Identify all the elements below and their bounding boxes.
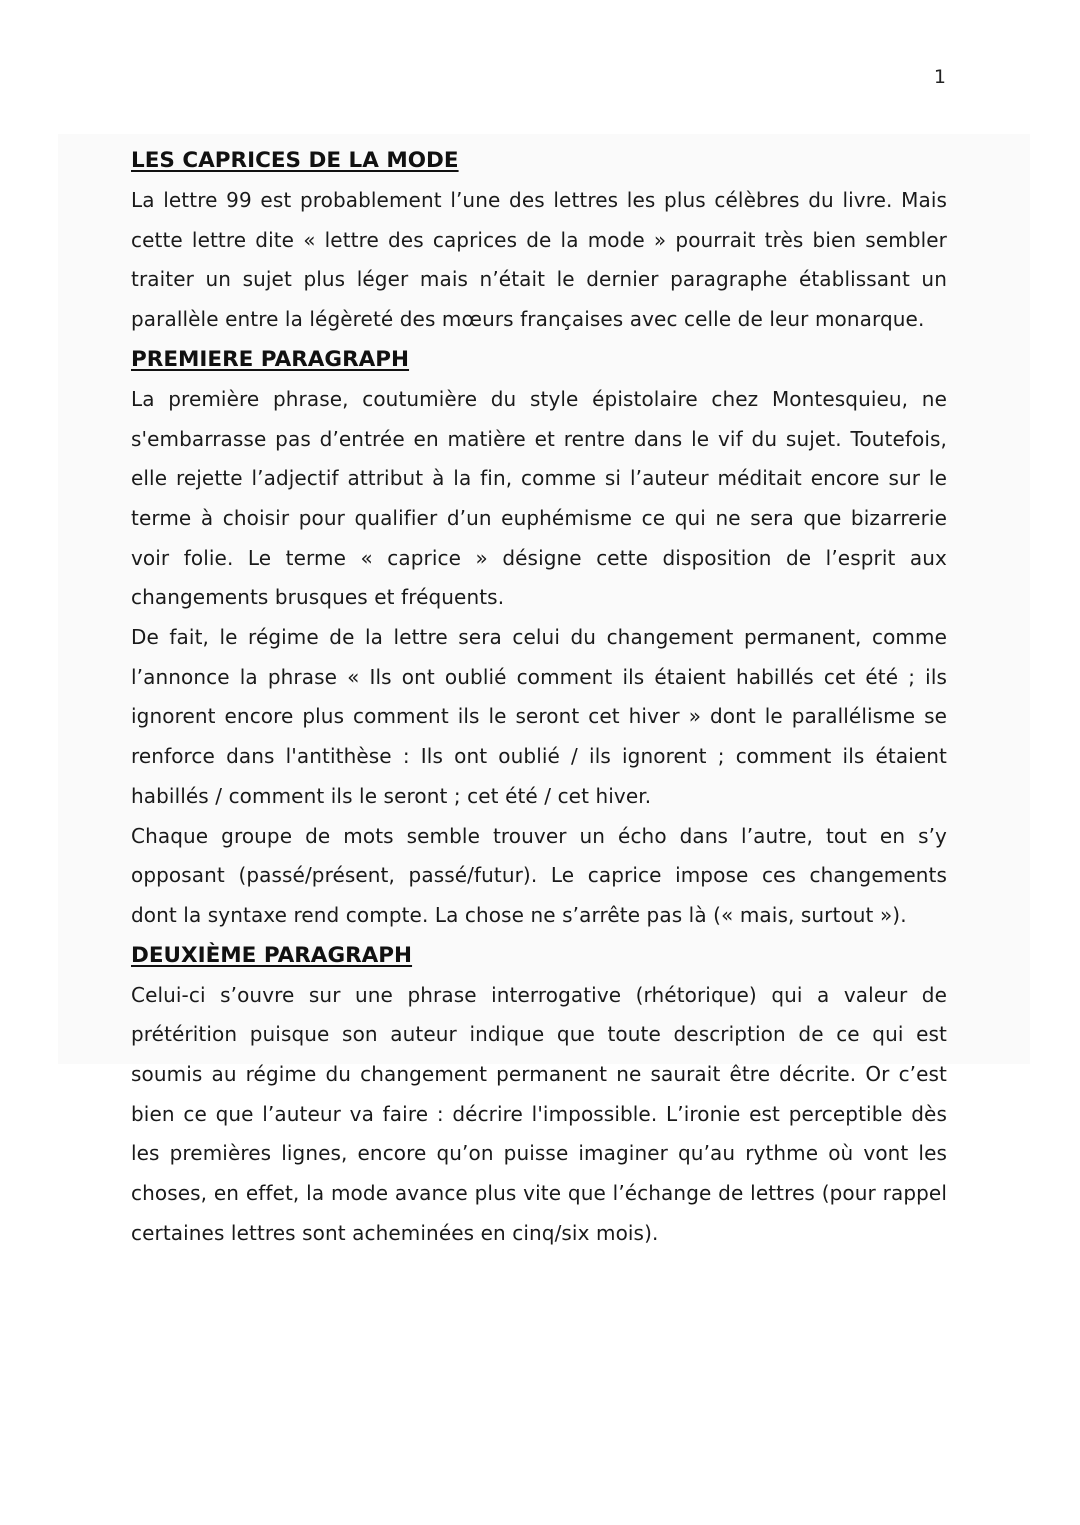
paragraph: La première phrase, coutumière du style épistolaire chez Montesquieu, ne s'embarrasse pas d’entrée en matière et rentre dans le vif du sujet. Toutefois, elle rejette l’adjectif attribut à la fin, comme si l’auteur méditait encore sur le terme à choisir pour qualifier d’un euphémisme ce qui ne sera que bizarrerie voir folie. Le terme « caprice » désigne cette disposition de l’esprit aux changements brusques et fréquents. [131,386,947,610]
section-heading: PREMIERE PARAGRAPH [131,346,410,372]
paragraph: La lettre 99 est probablement l’une des lettres les plus célèbres du livre. Mais cette lettre dite « lettre des caprices de la mode » pourrait très bien sembler traiter un sujet plus léger mais n’était le dernier paragraphe établissant un parallèle entre la légèreté des mœurs françaises avec celle de leur monarque. [131,188,947,332]
section-premiere-paragraph [131,340,947,936]
page-number: 1 [933,66,946,88]
paragraph: Celui-ci s’ouvre sur une phrase interrogative (rhétorique) qui a valeur de prétérition puisque son auteur indique que toute description de ce qui est soumis au régime du changement permanent ne saurait être décrite. Or c’est bien ce que l’auteur va faire : décrire l'impossible. L’ironie est perceptible dès les premières lignes, encore qu’on puisse imaginer qu’au rythme où vont les choses, en effet, la mode avance plus vite que l’échange de lettres (pour rappel certaines lettres sont acheminées en cinq/six mois). [131,982,947,1245]
section-heading: DEUXIÈME PARAGRAPH [131,942,413,968]
document-body [131,141,947,1254]
paragraph: Chaque groupe de mots semble trouver un écho dans l’autre, tout en s’y opposant (passé/présent, passé/futur). Le caprice impose ces changements dont la syntaxe rend compte. La chose ne s’arrête pas là (« mais, surtout »). [131,823,947,927]
section-heading: LES CAPRICES DE LA MODE [131,148,459,173]
section-caprices [131,141,947,340]
paragraph: De fait, le régime de la lettre sera celui du changement permanent, comme l’annonce la phrase « Ils ont oublié comment ils étaient habillés cet été ; ils ignorent encore plus comment ils le seront cet hiver » dont le parallélisme se renforce dans l'antithèse : Ils ont oublié / ils ignorent ; comment ils étaient habillés / comment ils le seront ; cet été / cet hiver. [131,625,947,808]
section-deuxieme-paragraph [131,936,947,1254]
